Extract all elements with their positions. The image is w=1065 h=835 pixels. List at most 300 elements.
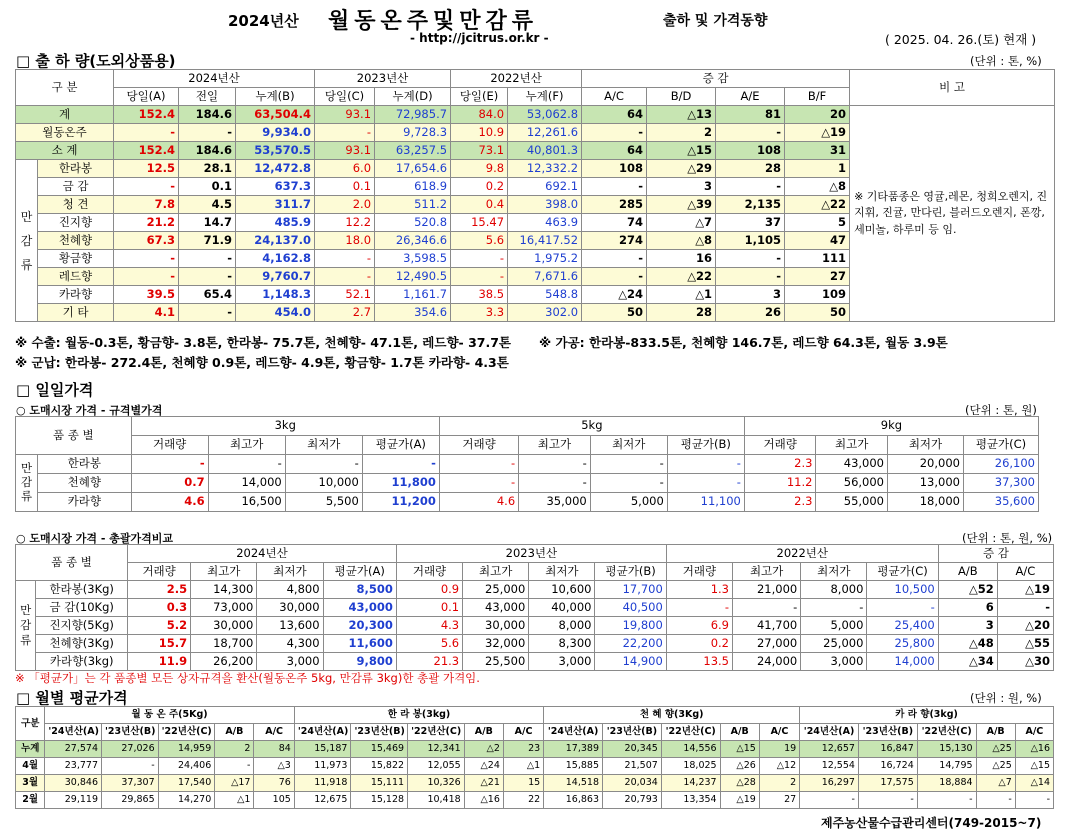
table-cell: -	[315, 124, 375, 142]
table-cell: 5,000	[590, 493, 667, 512]
table-cell: 14,270	[158, 792, 215, 809]
table-cell: 108	[582, 160, 647, 178]
table-cell: 0.7	[131, 474, 208, 493]
table-cell: 29,865	[102, 792, 159, 809]
table-cell: 15,822	[351, 758, 408, 775]
table-cell: △39	[647, 196, 716, 214]
table-cell: 65.4	[179, 286, 236, 304]
table-cell: 1,975.2	[508, 250, 582, 268]
table-cell: 454.0	[236, 304, 315, 322]
table-cell: 40,500	[595, 599, 666, 617]
column-header: '22년산(C)	[158, 724, 215, 741]
table-cell: 26,200	[191, 653, 257, 671]
table-cell: -	[102, 758, 159, 775]
table-cell: 14,237	[661, 775, 720, 792]
table-cell: 311.7	[236, 196, 315, 214]
table-cell: 13.5	[666, 653, 732, 671]
table-cell: 63,504.4	[236, 106, 315, 124]
table-cell: 25,800	[867, 635, 938, 653]
table-row	[16, 106, 1055, 124]
table-cell: 20,793	[603, 792, 662, 809]
table-cell: -	[582, 268, 647, 286]
row-label: 계	[16, 106, 114, 124]
table-cell: -	[590, 474, 667, 493]
table-cell: 6.9	[666, 617, 732, 635]
wholesale-total-subtitle: ○ 도매시장 가격 - 총괄가격비교	[16, 532, 173, 545]
group-label: 만 감 류	[16, 455, 38, 512]
column-header: 거래량	[439, 436, 518, 455]
table-cell: 17,575	[858, 775, 917, 792]
table-cell: 17,654.6	[375, 160, 451, 178]
table-cell: 4,800	[257, 581, 323, 599]
header-gubun-monthly: 구분	[16, 707, 45, 741]
table-cell: 274	[582, 232, 647, 250]
table-cell: 13,354	[661, 792, 720, 809]
table-cell: 20,034	[603, 775, 662, 792]
table-cell: 11,200	[362, 493, 439, 512]
table-cell: 618.9	[375, 178, 451, 196]
footer-center: 제주농산물수급관리센터(749-2015~7)	[821, 816, 1042, 830]
table-cell: 4,162.8	[236, 250, 315, 268]
table-cell: 53,570.5	[236, 142, 315, 160]
row-label: 청 견	[38, 196, 114, 214]
table-cell: 55,000	[816, 493, 888, 512]
table-cell: 15,469	[351, 741, 408, 758]
table-cell: 184.6	[179, 106, 236, 124]
table-cell: 3,000	[257, 653, 323, 671]
table-cell: 16,417.52	[508, 232, 582, 250]
table-row	[16, 758, 1054, 775]
column-header: 누계(F)	[508, 88, 582, 106]
table-cell: △21	[464, 775, 503, 792]
table-cell: 29,119	[45, 792, 102, 809]
table-cell: △28	[720, 775, 759, 792]
table-cell: 3,000	[801, 653, 867, 671]
table-cell: 28	[647, 304, 716, 322]
column-header: 당일(C)	[315, 88, 375, 106]
table-cell: 5.6	[396, 635, 462, 653]
column-header: 최저가	[801, 563, 867, 581]
column-header: 최고가	[208, 436, 285, 455]
table-cell: 23,777	[45, 758, 102, 775]
table-cell: 93.1	[315, 142, 375, 160]
table-cell: 28.1	[179, 160, 236, 178]
table-cell: 7.8	[114, 196, 179, 214]
column-header: 거래량	[744, 436, 816, 455]
table-cell: 0.1	[315, 178, 375, 196]
row-label: 누계	[16, 741, 45, 758]
table-cell: 67.3	[114, 232, 179, 250]
table-cell: △25	[976, 758, 1015, 775]
table-cell: -	[519, 474, 591, 493]
table-cell: -	[131, 455, 208, 474]
table-cell: 93.1	[315, 106, 375, 124]
table-cell: 2,135	[716, 196, 785, 214]
table-cell: 28	[716, 160, 785, 178]
table-cell: 5,500	[285, 493, 362, 512]
row-label: 천혜향	[38, 232, 114, 250]
header-change: 증 감	[582, 70, 850, 88]
table-cell: 18.0	[315, 232, 375, 250]
table-cell: △24	[464, 758, 503, 775]
table-cell: △19	[720, 792, 759, 809]
table-cell: 12,261.6	[508, 124, 582, 142]
table-cell: 27,574	[45, 741, 102, 758]
table-cell: 5	[785, 214, 850, 232]
table-cell: 15.47	[451, 214, 508, 232]
page-title: 월동온주및만감류	[328, 9, 539, 34]
table-cell: 285	[582, 196, 647, 214]
table-cell: △24	[582, 286, 647, 304]
table-row	[16, 599, 1054, 617]
row-label: 황금향	[38, 250, 114, 268]
table-cell: 18,884	[917, 775, 976, 792]
table-cell: 10,500	[867, 581, 938, 599]
table-cell: 5.6	[451, 232, 508, 250]
table-cell: △52	[938, 581, 997, 599]
table-cell: 26,100	[963, 455, 1038, 474]
table-cell: 3,598.5	[375, 250, 451, 268]
column-header: A/C	[503, 724, 543, 741]
table-cell: 11,800	[362, 474, 439, 493]
table-cell: △1	[647, 286, 716, 304]
table-cell: -	[716, 178, 785, 196]
table-cell: 0.2	[451, 178, 508, 196]
table-cell: 14.7	[179, 214, 236, 232]
column-header: B/F	[785, 88, 850, 106]
header-year: 2024년산	[228, 12, 299, 30]
table-cell: 52.1	[315, 286, 375, 304]
column-header: 최저가	[590, 436, 667, 455]
table-cell: -	[1015, 792, 1053, 809]
table-cell: 9,728.3	[375, 124, 451, 142]
note-military: ※ 군납: 한라봉- 272.4톤, 천혜향 0.9톤, 레드향- 4.9톤, 황금향- 1.7톤 카라향- 4.3톤	[15, 355, 509, 370]
column-header: 평균가(B)	[667, 436, 744, 455]
table-cell: 8,300	[529, 635, 595, 653]
table-cell: -	[976, 792, 1015, 809]
table-cell: 11,973	[294, 758, 351, 775]
table-cell: 17,389	[544, 741, 603, 758]
table-cell: △13	[647, 106, 716, 124]
table-cell: 17,700	[595, 581, 666, 599]
header-2024: 2024년산	[114, 70, 315, 88]
table-cell: △15	[1015, 758, 1053, 775]
table-cell: 5,000	[801, 617, 867, 635]
table-cell: 12,657	[800, 741, 859, 758]
table-cell: -	[519, 455, 591, 474]
section-shipment-unit: (단위 : 톤, %)	[970, 54, 1042, 68]
table-cell: 25,000	[801, 635, 867, 653]
column-header: A/C	[254, 724, 294, 741]
header-9kg: 9kg	[744, 417, 1038, 436]
table-cell: 19	[759, 741, 799, 758]
column-header: A/B	[976, 724, 1015, 741]
row-label: 카라향(3kg)	[36, 653, 128, 671]
table-cell: -	[179, 124, 236, 142]
header-3kg: 3kg	[131, 417, 439, 436]
table-cell: 1	[785, 160, 850, 178]
table-cell: -	[179, 304, 236, 322]
table-cell: △12	[759, 758, 799, 775]
table-cell: 2.3	[744, 455, 816, 474]
table-cell: △20	[997, 617, 1053, 635]
group-header: 한 라 봉(3kg)	[294, 707, 543, 724]
header-remark: 비 고	[850, 70, 1055, 106]
table-cell: 637.3	[236, 178, 315, 196]
column-header: 거래량	[666, 563, 732, 581]
table-cell: 18,025	[661, 758, 720, 775]
table-cell: 56,000	[816, 474, 888, 493]
column-header: A/B	[215, 724, 254, 741]
table-cell: 30,846	[45, 775, 102, 792]
table-cell: 2.3	[744, 493, 816, 512]
table-cell: 22	[503, 792, 543, 809]
table-cell: △30	[997, 653, 1053, 671]
table-cell: 39.5	[114, 286, 179, 304]
table-cell: -	[582, 124, 647, 142]
table-cell: -	[800, 792, 859, 809]
table-cell: 27,000	[733, 635, 801, 653]
table-cell: 32,000	[463, 635, 529, 653]
header-2022b: 2022년산	[666, 545, 938, 563]
column-header: '22년산(C)	[661, 724, 720, 741]
table-cell: -	[362, 455, 439, 474]
column-header: 최고가	[733, 563, 801, 581]
header-2023b: 2023년산	[396, 545, 666, 563]
table-cell: 15,111	[351, 775, 408, 792]
monthly-price-table	[15, 706, 1054, 809]
table-cell: -	[801, 599, 867, 617]
table-cell: 17,540	[158, 775, 215, 792]
table-cell: 40,000	[529, 599, 595, 617]
table-cell: 12,341	[408, 741, 465, 758]
table-cell: 50	[582, 304, 647, 322]
table-cell: 0.1	[396, 599, 462, 617]
table-row	[16, 493, 1039, 512]
table-cell: 38.5	[451, 286, 508, 304]
table-cell: 14,300	[191, 581, 257, 599]
table-cell: 21,507	[603, 758, 662, 775]
table-cell: 74	[582, 214, 647, 232]
table-cell: △25	[976, 741, 1015, 758]
column-header: 최고가	[463, 563, 529, 581]
row-label: 기 타	[38, 304, 114, 322]
row-label: 2월	[16, 792, 45, 809]
table-cell: -	[114, 178, 179, 196]
table-cell: -	[582, 250, 647, 268]
column-header: 평균가(C)	[963, 436, 1038, 455]
table-cell: 37,307	[102, 775, 159, 792]
table-cell: 35,000	[519, 493, 591, 512]
table-cell: 9.8	[451, 160, 508, 178]
table-cell: △16	[1015, 741, 1053, 758]
row-label: 천혜향	[38, 474, 132, 493]
table-cell: 354.6	[375, 304, 451, 322]
column-header: A/C	[997, 563, 1053, 581]
table-cell: 1,161.7	[375, 286, 451, 304]
section-daily-title: □ 일일가격	[16, 381, 94, 399]
table-cell: 84.0	[451, 106, 508, 124]
table-cell: 14,795	[917, 758, 976, 775]
group-header: 월 동 온 주(5Kg)	[45, 707, 294, 724]
table-cell: 12,055	[408, 758, 465, 775]
table-cell: 8,500	[323, 581, 396, 599]
shipment-table	[15, 69, 1055, 322]
table-cell: 4.3	[396, 617, 462, 635]
table-cell: 15,128	[351, 792, 408, 809]
table-cell: 23	[503, 741, 543, 758]
table-cell: 25,400	[867, 617, 938, 635]
table-cell: 76	[254, 775, 294, 792]
table-cell: 15,130	[917, 741, 976, 758]
table-cell: 1,105	[716, 232, 785, 250]
table-cell: 14,900	[595, 653, 666, 671]
table-cell: -	[917, 792, 976, 809]
table-cell: △1	[215, 792, 254, 809]
table-cell: 11.9	[128, 653, 191, 671]
table-cell: -	[666, 599, 732, 617]
table-cell: 302.0	[508, 304, 582, 322]
row-label: 금 감	[38, 178, 114, 196]
column-header: 거래량	[396, 563, 462, 581]
group-header: 카 라 향(3kg)	[800, 707, 1054, 724]
table-cell: 14,959	[158, 741, 215, 758]
table-row	[16, 617, 1054, 635]
table-cell: 40,801.3	[508, 142, 582, 160]
column-header: B/D	[647, 88, 716, 106]
table-cell: 20	[785, 106, 850, 124]
table-cell: 26	[716, 304, 785, 322]
table-cell: △7	[647, 214, 716, 232]
column-header: '23년산(B)	[351, 724, 408, 741]
group-label: 만 감 류	[16, 581, 36, 671]
header-date: ( 2025. 04. 26.(토) 현재 )	[885, 32, 1037, 47]
table-cell: 12,472.8	[236, 160, 315, 178]
table-cell: 43,000	[323, 599, 396, 617]
average-price-footnote: ※ 「평균가」는 각 품종별 모든 상자규격을 환산(월동온주 5kg, 만감류 3kg)한 총괄 가격임.	[15, 671, 480, 685]
column-header: 평균가(C)	[867, 563, 938, 581]
header-item: 품 종 별	[16, 417, 132, 455]
table-cell: 25,500	[463, 653, 529, 671]
table-cell: 30,000	[191, 617, 257, 635]
wholesale-total-unit: (단위 : 톤, 원, %)	[962, 531, 1053, 545]
table-cell: 0.4	[451, 196, 508, 214]
table-cell: -	[208, 455, 285, 474]
table-cell: 8,000	[801, 581, 867, 599]
column-header: '22년산(C)	[408, 724, 465, 741]
table-cell: 14,000	[867, 653, 938, 671]
table-cell: 2.0	[315, 196, 375, 214]
table-cell: 2	[647, 124, 716, 142]
table-cell: △15	[720, 741, 759, 758]
table-cell: 8,000	[529, 617, 595, 635]
column-header: 최고가	[191, 563, 257, 581]
table-cell: 14,518	[544, 775, 603, 792]
table-row	[16, 635, 1054, 653]
table-cell: 7,671.6	[508, 268, 582, 286]
table-cell: -	[582, 178, 647, 196]
table-cell: -	[315, 250, 375, 268]
column-header: 거래량	[128, 563, 191, 581]
table-cell: 84	[254, 741, 294, 758]
table-cell: 485.9	[236, 214, 315, 232]
table-cell: △34	[938, 653, 997, 671]
column-header: '23년산(B)	[858, 724, 917, 741]
column-header: 당일(E)	[451, 88, 508, 106]
table-cell: -	[667, 455, 744, 474]
table-row	[16, 455, 1039, 474]
table-cell: 15,885	[544, 758, 603, 775]
table-cell: -	[451, 250, 508, 268]
table-cell: -	[179, 268, 236, 286]
table-row	[16, 653, 1054, 671]
table-cell: 16,500	[208, 493, 285, 512]
header-url[interactable]: - http://jcitrus.or.kr -	[410, 31, 549, 45]
table-cell: 24,137.0	[236, 232, 315, 250]
table-cell: 12,675	[294, 792, 351, 809]
column-header: 평균가(A)	[362, 436, 439, 455]
table-cell: 3,000	[529, 653, 595, 671]
column-header: 최저가	[529, 563, 595, 581]
table-cell: △16	[464, 792, 503, 809]
table-cell: 10,600	[529, 581, 595, 599]
column-header: 평균가(A)	[323, 563, 396, 581]
table-row	[16, 775, 1054, 792]
table-cell: 1.3	[666, 581, 732, 599]
column-header: 누계(D)	[375, 88, 451, 106]
section-monthly-unit: (단위 : 원, %)	[970, 691, 1042, 705]
remark-cell: ※ 기타품종은 영귤,레몬, 청희오렌지, 진지휘, 진귤, 만다린, 블러드오렌지, 폰깡,세미놀, 하루미 등 임.	[850, 106, 1055, 322]
table-cell: 511.2	[375, 196, 451, 214]
table-cell: △17	[215, 775, 254, 792]
table-cell: 37	[716, 214, 785, 232]
column-header: 최고가	[816, 436, 888, 455]
table-cell: △7	[976, 775, 1015, 792]
table-cell: 12,490.5	[375, 268, 451, 286]
table-cell: 20,345	[603, 741, 662, 758]
table-cell: 27	[759, 792, 799, 809]
column-header: A/C	[582, 88, 647, 106]
total-price-comparison-table	[15, 544, 1054, 671]
table-cell: 43,000	[816, 455, 888, 474]
table-cell: -	[439, 474, 518, 493]
table-cell: -	[285, 455, 362, 474]
column-header: '24년산(A)	[544, 724, 603, 741]
table-cell: 2.7	[315, 304, 375, 322]
table-cell: 26,346.6	[375, 232, 451, 250]
table-cell: 21,000	[733, 581, 801, 599]
table-cell: 35,600	[963, 493, 1038, 512]
column-header: 전일	[179, 88, 236, 106]
table-cell: 71.9	[179, 232, 236, 250]
group-header: 천 혜 향(3Kg)	[544, 707, 800, 724]
row-label: 3월	[16, 775, 45, 792]
table-cell: 4,300	[257, 635, 323, 653]
table-cell: △22	[647, 268, 716, 286]
header-2022: 2022년산	[451, 70, 582, 88]
table-cell: 14,556	[661, 741, 720, 758]
table-cell: -	[315, 268, 375, 286]
table-cell: 3	[716, 286, 785, 304]
group-label: 만 감 류	[16, 160, 38, 322]
column-header: 최저가	[257, 563, 323, 581]
table-cell: 2	[759, 775, 799, 792]
table-cell: 16,297	[800, 775, 859, 792]
row-label: 카라향	[38, 286, 114, 304]
table-cell: -	[997, 599, 1053, 617]
table-cell: 12,554	[800, 758, 859, 775]
table-cell: 27	[785, 268, 850, 286]
